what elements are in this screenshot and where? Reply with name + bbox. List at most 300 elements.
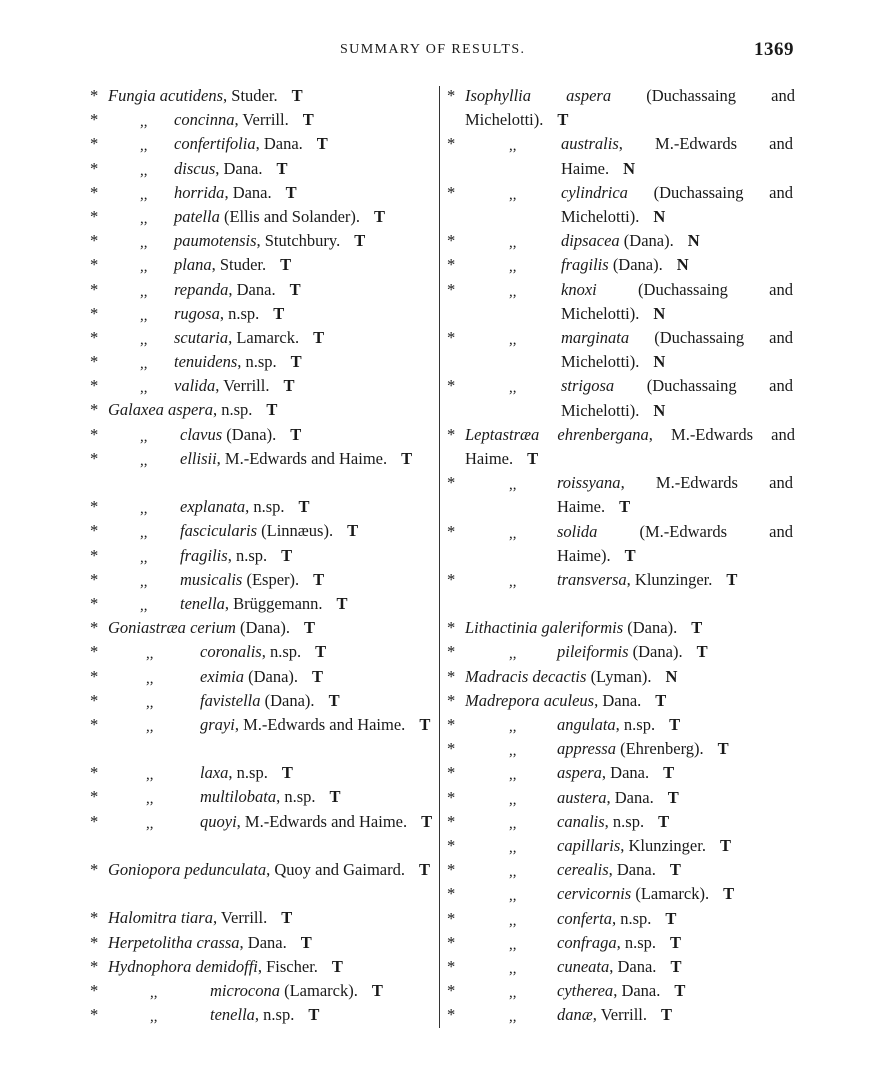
locality-mark: T — [285, 182, 297, 202]
locality-mark: N — [653, 206, 666, 226]
list-item — [447, 471, 795, 519]
ditto-mark: ,, — [509, 477, 517, 494]
star-marker: * — [447, 932, 456, 952]
entry-text — [200, 689, 434, 713]
locality-mark: T — [723, 884, 735, 904]
entry-text — [108, 955, 436, 979]
authority: , Dana. — [608, 860, 656, 880]
locality-mark: N — [653, 303, 666, 323]
genus-name: Herpetolitha — [108, 932, 193, 952]
list-item — [90, 858, 436, 906]
species-name: valida — [174, 376, 216, 396]
locality-mark: T — [291, 86, 303, 105]
star-marker: * — [90, 763, 99, 783]
list-item — [90, 616, 436, 640]
authority: (Linnæus). — [257, 521, 334, 541]
locality-mark: T — [667, 787, 679, 807]
star-marker: * — [90, 545, 99, 565]
entry-text — [174, 253, 434, 277]
locality-mark: T — [276, 158, 288, 178]
list-item — [447, 737, 795, 761]
species-name: repanda — [174, 279, 229, 299]
authority: , Verrill. — [592, 1005, 647, 1025]
ditto-mark: ,, — [140, 525, 148, 542]
authority: (Lamarck). — [631, 884, 710, 904]
locality-mark: T — [665, 908, 677, 928]
ditto-mark: ,, — [509, 573, 517, 590]
ditto-mark: ,, — [509, 186, 517, 203]
star-marker: * — [90, 497, 99, 517]
ditto-mark: ,, — [140, 452, 148, 469]
star-marker: * — [90, 908, 99, 928]
genus-name: Galaxea — [108, 400, 164, 420]
locality-mark: T — [619, 497, 631, 517]
authority: (Ehrenberg). — [615, 739, 704, 759]
list-item — [90, 713, 436, 761]
entry-text — [557, 471, 793, 519]
ditto-mark: ,, — [146, 646, 154, 663]
species-name: canalis — [557, 811, 605, 831]
ditto-mark: ,, — [140, 597, 148, 614]
ditto-mark: ,, — [509, 936, 517, 953]
star-marker: * — [90, 690, 99, 710]
ditto-mark: ,, — [509, 839, 517, 856]
entry-text — [174, 181, 434, 205]
ditto-mark: ,, — [140, 501, 148, 518]
ditto-mark: ,, — [140, 549, 148, 566]
ditto-mark: ,, — [509, 960, 517, 977]
authority: , n.sp. — [219, 303, 260, 323]
list-item — [447, 882, 795, 906]
locality-mark: N — [665, 666, 678, 686]
species-name: roissyana — [557, 473, 621, 493]
ditto-mark: ,, — [146, 694, 154, 711]
star-marker: * — [90, 182, 99, 202]
ditto-mark: ,, — [509, 1009, 517, 1026]
star-marker: * — [447, 860, 456, 880]
authority: , n.sp. — [228, 763, 268, 783]
locality-mark: T — [290, 352, 302, 372]
locality-mark: T — [308, 1005, 320, 1025]
list-item — [90, 785, 436, 809]
locality-mark: T — [303, 618, 315, 638]
ditto-mark: ,, — [140, 235, 148, 252]
entry-text — [557, 737, 793, 761]
star-marker: * — [447, 908, 456, 928]
locality-mark: T — [266, 400, 278, 420]
entry-text — [210, 1003, 434, 1027]
species-name: dipsacea — [561, 231, 620, 251]
species-name: confertifolia — [174, 134, 256, 154]
ditto-mark: ,, — [509, 864, 517, 881]
star-marker: * — [447, 956, 456, 976]
species-name: discus — [174, 158, 216, 178]
species-name: quoyi — [200, 811, 237, 831]
list-item — [90, 544, 436, 568]
star-marker: * — [447, 569, 456, 589]
list-item — [90, 447, 436, 495]
star-marker: * — [447, 255, 456, 275]
entry-text — [180, 495, 434, 519]
locality-mark: T — [280, 255, 292, 275]
list-item — [90, 519, 436, 543]
species-name: marginata — [561, 327, 630, 347]
entry-text — [465, 689, 795, 713]
locality-mark: T — [419, 714, 431, 734]
species-name: aspera — [557, 763, 602, 783]
entry-text — [557, 979, 793, 1003]
species-name: favistella — [200, 690, 261, 710]
locality-mark: T — [300, 932, 312, 952]
list-item — [447, 858, 795, 882]
genus-name: Madracis — [465, 666, 529, 686]
authority: (Duchassaing and Michelotti). — [561, 327, 793, 372]
entry-text — [557, 955, 793, 979]
authority: , Lamarck. — [228, 327, 300, 347]
star-marker: * — [90, 956, 99, 976]
locality-mark: T — [315, 642, 327, 662]
star-marker: * — [90, 642, 99, 662]
entry-text — [561, 253, 793, 277]
entry-text — [174, 108, 434, 132]
locality-mark: T — [691, 618, 703, 638]
entry-text — [557, 810, 793, 834]
species-name: laxa — [200, 763, 229, 783]
star-marker: * — [447, 279, 456, 299]
authority: , Dana. — [215, 158, 263, 178]
entry-text — [465, 84, 795, 132]
ditto-mark: ,, — [150, 985, 158, 1001]
star-marker: * — [90, 400, 99, 420]
star-marker: * — [447, 182, 456, 202]
star-marker: * — [447, 981, 456, 1001]
star-marker: * — [447, 690, 456, 710]
entry-text — [174, 132, 434, 156]
star-marker: * — [447, 134, 456, 154]
species-name: cerealis — [557, 860, 609, 880]
locality-mark: T — [281, 545, 293, 565]
ditto-mark: ,, — [140, 114, 148, 131]
authority: (Esper). — [242, 569, 300, 589]
locality-mark: T — [374, 206, 386, 226]
entry-text — [561, 374, 793, 422]
authority: , n.sp. — [212, 400, 253, 420]
entry-text — [174, 205, 434, 229]
locality-mark: T — [281, 763, 293, 783]
ditto-mark: ,, — [146, 767, 154, 784]
locality-mark: T — [670, 956, 682, 976]
star-marker: * — [90, 376, 99, 396]
star-marker: * — [90, 206, 99, 226]
entry-text — [180, 519, 434, 543]
star-marker: * — [90, 86, 99, 105]
ditto-mark: ,, — [146, 791, 154, 808]
list-item — [90, 761, 436, 785]
list-item — [447, 931, 795, 955]
species-name: coronalis — [200, 642, 262, 662]
ditto-mark: ,, — [140, 162, 148, 179]
star-marker: * — [90, 327, 99, 347]
entry-text — [557, 834, 793, 858]
entry-text — [557, 640, 793, 664]
species-name: danæ — [557, 1005, 593, 1025]
locality-mark: T — [281, 908, 293, 928]
star-marker: * — [90, 231, 99, 251]
species-name: pileiformis — [557, 642, 629, 662]
star-marker: * — [447, 618, 456, 638]
star-marker: * — [447, 884, 456, 904]
running-title: SUMMARY OF RESULTS. — [340, 42, 526, 57]
list-item — [90, 423, 436, 447]
species-name: solida — [557, 521, 598, 541]
authority: , M.-Edwards and Haime. — [557, 473, 793, 517]
authority: , Dana. — [255, 134, 303, 154]
ditto-mark: ,, — [146, 815, 154, 832]
authority: , n.sp. — [245, 497, 285, 517]
ditto-mark: ,, — [509, 259, 517, 276]
species-name: pedunculata — [184, 860, 267, 880]
star-marker: * — [447, 473, 456, 493]
entry-text — [465, 616, 795, 640]
star-marker: * — [90, 1005, 99, 1025]
star-marker: * — [447, 424, 456, 444]
species-name: aspera — [168, 400, 213, 420]
species-name: scutaria — [174, 327, 229, 347]
authority: , Dana. — [613, 981, 661, 1001]
authority: (Duchassaing and Michelotti). — [561, 279, 793, 323]
ditto-mark: ,, — [509, 985, 517, 1002]
ditto-mark: ,, — [509, 815, 517, 832]
list-item — [90, 84, 436, 108]
entry-text — [465, 423, 795, 471]
star-marker: * — [90, 666, 99, 686]
locality-mark: T — [273, 303, 285, 323]
list-item — [447, 834, 795, 858]
locality-mark: T — [418, 860, 430, 880]
list-item — [447, 640, 795, 664]
ditto-mark: ,, — [140, 380, 148, 397]
star-marker: * — [447, 376, 456, 396]
species-name: cylindrica — [561, 182, 628, 202]
list-item — [447, 979, 795, 1003]
star-marker: * — [90, 110, 99, 130]
ditto-mark: ,, — [140, 283, 148, 300]
species-name: ellisii — [180, 448, 217, 468]
locality-mark: T — [328, 690, 340, 710]
species-name: cuneata — [557, 956, 610, 976]
star-marker: * — [90, 932, 99, 952]
species-name: concinna — [174, 110, 235, 130]
ditto-mark: ,, — [509, 525, 517, 542]
species-name: australis — [561, 134, 619, 154]
list-item — [90, 810, 436, 858]
list-item — [447, 616, 795, 640]
locality-mark: T — [313, 569, 325, 589]
star-marker: * — [447, 642, 456, 662]
entry-text — [108, 906, 436, 930]
ditto-mark: ,, — [509, 888, 517, 905]
list-item — [447, 786, 795, 810]
list-item — [90, 278, 436, 302]
list-item — [447, 955, 795, 979]
right-column — [447, 84, 795, 1027]
ditto-mark: ,, — [509, 791, 517, 808]
locality-mark: T — [719, 835, 731, 855]
entry-text — [180, 423, 434, 447]
entry-text — [174, 229, 434, 253]
species-name: appressa — [557, 739, 616, 759]
ditto-mark: ,, — [150, 1009, 158, 1026]
entry-text — [200, 810, 434, 834]
locality-mark: T — [371, 981, 383, 1000]
entry-text — [180, 544, 434, 568]
genus-name: Goniopora — [108, 860, 181, 880]
species-name: aspera — [566, 86, 612, 105]
authority: (Dana). — [608, 255, 663, 275]
list-item — [90, 374, 436, 398]
ditto-mark: ,, — [509, 719, 517, 736]
species-name: tenella — [180, 593, 225, 613]
entry-text — [557, 907, 793, 931]
species-name: strigosa — [561, 376, 615, 396]
species-name: decactis — [532, 666, 587, 686]
genus-name: Goniastræa — [108, 618, 186, 638]
locality-mark: N — [676, 255, 689, 275]
authority: , Klunzinger. — [620, 835, 706, 855]
list-item — [447, 665, 795, 689]
list-item — [90, 979, 436, 1003]
species-name: grayi — [200, 714, 235, 734]
list-item — [90, 495, 436, 519]
list-item — [447, 713, 795, 737]
authority: (Ellis and Solander). — [219, 206, 361, 226]
ditto-mark: ,, — [509, 235, 517, 252]
ditto-mark: ,, — [509, 331, 517, 348]
ditto-mark: ,, — [140, 138, 148, 155]
entry-text — [174, 350, 434, 374]
list-item — [90, 157, 436, 181]
list-item — [90, 205, 436, 229]
locality-mark: T — [655, 690, 667, 710]
entry-text — [561, 229, 793, 253]
list-item — [90, 350, 436, 374]
species-name: cytherea — [557, 981, 614, 1001]
ditto-mark: ,, — [140, 573, 148, 590]
star-marker: * — [447, 835, 456, 855]
locality-mark: T — [290, 424, 302, 444]
authority: (Dana). — [222, 424, 277, 444]
locality-mark: T — [331, 956, 343, 976]
species-name: cerium — [190, 618, 236, 638]
locality-mark: T — [421, 811, 433, 831]
authority: , Verrill. — [212, 908, 268, 928]
authority: (M.-Edwards and Haime). — [557, 521, 793, 565]
star-marker: * — [90, 448, 99, 468]
authority: , M.-Edwards and Haime. — [216, 448, 388, 468]
entry-text — [108, 616, 436, 640]
species-name: fragilis — [561, 255, 609, 275]
entry-text — [174, 302, 434, 326]
authority: , Klunzinger. — [626, 569, 713, 589]
star-marker: * — [447, 327, 456, 347]
authority: , Verrill. — [234, 110, 289, 130]
species-name: fascicularis — [180, 521, 257, 541]
list-item — [447, 278, 795, 326]
entry-text — [180, 447, 434, 471]
authority: , n.sp. — [612, 908, 652, 928]
entry-text — [557, 713, 793, 737]
entry-text — [174, 278, 434, 302]
authority: (Dana). — [235, 618, 290, 638]
genus-name: Leptastræa — [465, 424, 540, 444]
entry-text — [200, 665, 434, 689]
ditto-mark: ,, — [509, 138, 517, 155]
species-name: horrida — [174, 182, 225, 202]
authority: , n.sp. — [616, 932, 657, 952]
genus-name: Hydnophora — [108, 956, 192, 976]
species-name: aculeus — [543, 690, 595, 710]
species-name: multilobata — [200, 787, 277, 807]
authority: , M.-Edwards and Haime. — [561, 134, 793, 178]
entry-text — [561, 181, 793, 229]
page-number: 1369 — [754, 39, 794, 60]
star-marker: * — [90, 521, 99, 541]
authority: , n.sp. — [276, 787, 316, 807]
ditto-mark: ,, — [509, 912, 517, 929]
entry-text — [200, 640, 434, 664]
list-item — [447, 568, 795, 616]
authority: , Stutchbury. — [256, 231, 341, 251]
star-marker: * — [447, 86, 456, 105]
species-name: ehrenbergana — [557, 424, 649, 444]
locality-mark: T — [329, 787, 341, 807]
entry-text — [465, 665, 795, 689]
species-name: demidoffi — [195, 956, 258, 976]
species-name: patella — [174, 206, 220, 226]
locality-mark: N — [653, 352, 666, 372]
entry-text — [557, 786, 793, 810]
list-item — [447, 689, 795, 713]
ditto-mark: ,, — [140, 331, 148, 348]
star-marker: * — [90, 787, 99, 807]
locality-mark: T — [527, 448, 539, 468]
species-name: tiara — [180, 908, 213, 928]
list-item — [90, 326, 436, 350]
authority: , Dana. — [239, 932, 287, 952]
entry-text — [557, 1003, 793, 1027]
list-item — [90, 592, 436, 616]
authority: , M.-Edwards and Haime. — [465, 424, 795, 468]
entry-text — [200, 713, 434, 737]
authority: , Verrill. — [215, 376, 270, 396]
species-name: acutidens — [159, 86, 224, 105]
star-marker: * — [90, 303, 99, 323]
authority: , Studer. — [223, 86, 278, 105]
locality-mark: T — [670, 932, 682, 952]
locality-mark: T — [401, 448, 413, 468]
authority: , Dana. — [606, 787, 654, 807]
authority: , M.-Edwards and Haime. — [236, 811, 408, 831]
entry-text — [108, 84, 436, 108]
star-marker: * — [447, 521, 456, 541]
entry-text — [557, 520, 793, 568]
entry-text — [108, 398, 436, 422]
species-name: paumotensis — [174, 231, 257, 251]
species-name: explanata — [180, 497, 246, 517]
list-item — [447, 761, 795, 785]
genus-name: Madrepora — [465, 690, 540, 710]
ditto-mark: ,, — [509, 767, 517, 784]
